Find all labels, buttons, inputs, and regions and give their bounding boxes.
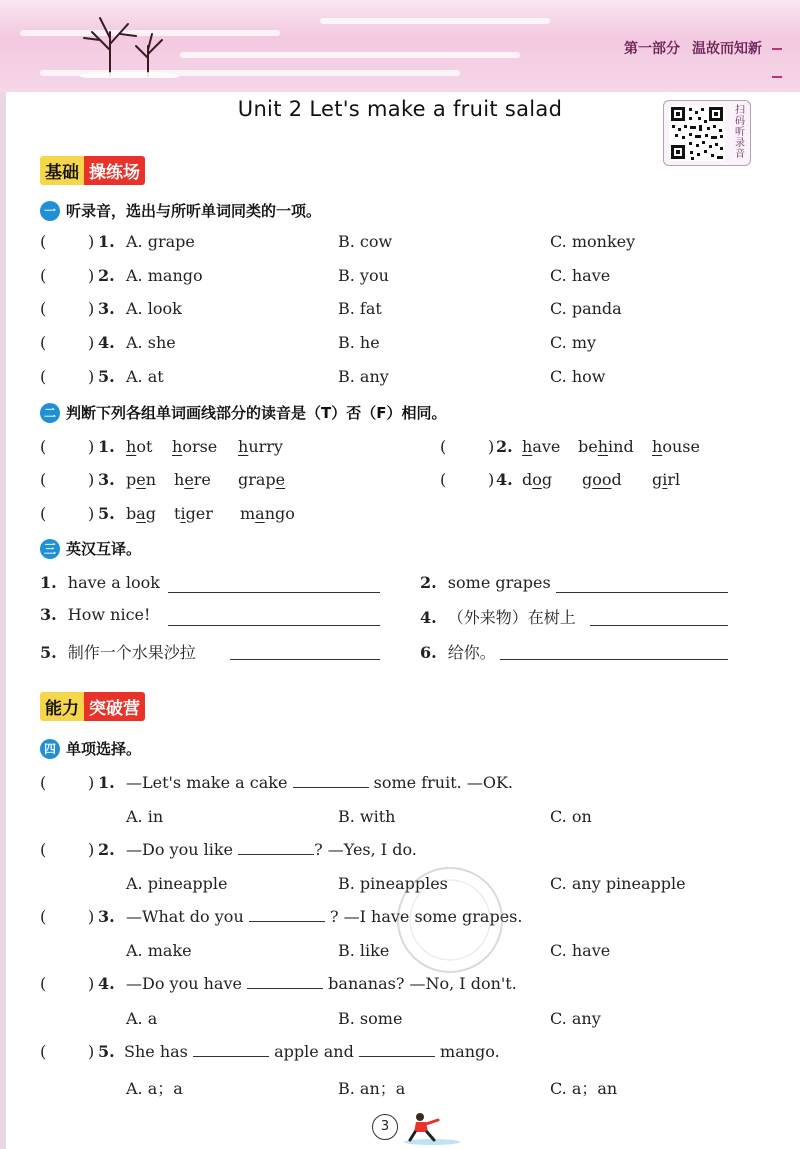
q4-instruction: 单项选择。 [66,740,142,758]
q1-item-1-option-b: B. cow [338,232,393,251]
part-title: 温故而知新 [692,41,762,57]
q1-item-5-number: 5. [98,367,115,386]
q4-item-3-option-a: A. make [126,941,192,960]
unit-title: Unit 2 Let's make a fruit salad [237,97,563,121]
watermark-seal [390,860,510,980]
q2-item-2-word-1: have [522,437,561,456]
page-edge [0,0,6,1149]
q2-item-2-number: 2. [496,437,513,456]
q4-item-1-stem: —Let's make a cake some fruit. —OK. [126,773,513,792]
q1-item-1-option-c: C. monkey [550,232,636,251]
q2-item-1-word-1: hot [126,437,153,456]
q3-item-2 [420,573,551,592]
q2-item-3-word-1: pen [126,470,157,489]
q2-item-3-word-3: grape [238,470,286,489]
q3-item-4-text: （外来物）在树上 [447,608,576,627]
q1-heading [40,200,321,221]
q1-item-2-option-b: B. you [338,266,389,285]
q4-item-2-stem: —Do you like ? —Yes, I do. [126,840,417,859]
q1-item-2-option-c: C. have [550,266,611,285]
q2-item-5-word-1: bag [126,504,157,523]
q4-item-5-blank-2[interactable] [359,1056,435,1057]
q3-item-3-answer-line[interactable] [168,625,380,626]
q4-item-4-option-c: C. any [550,1009,601,1028]
q4-item-1-blank[interactable] [293,787,369,788]
q2-heading [40,402,446,423]
q3-item-5-number: 5. [40,643,57,662]
q4-item-2-option-c: C. any pineapple [550,874,686,893]
q4-item-3-stem: —What do you ? —I have some grapes. [126,907,523,926]
q4-item-4-option-b: B. some [338,1009,403,1028]
q4-item-3-blank[interactable] [249,921,325,922]
q4-item-4-option-a: A. a [126,1009,158,1028]
q4-item-2-blank[interactable] [238,854,314,855]
q4-item-3-option-c: C. have [550,941,611,960]
q4-item-3-number: 3. [98,907,115,926]
q4-item-1-option-b: B. with [338,807,396,826]
q2-item-4-word-2: good [582,470,622,489]
q1-item-5-option-c: C. how [550,367,606,386]
q2-instruction: 判断下列各组单词画线部分的读音是（T）否（F）相同。 [66,404,447,422]
q3-item-2-text: some grapes [447,573,551,592]
q3-item-3 [40,605,150,624]
q2-item-1-number: 1. [98,437,115,456]
q3-item-4-number: 4. [420,608,437,627]
q3-item-5-text: 制作一个水果沙拉 [67,643,196,662]
q1-item-5-option-a: A. at [126,367,164,386]
qr-code-icon [669,105,725,161]
q4-item-5-option-b: B. an；a [338,1079,406,1098]
part-label [624,38,762,58]
q2-item-5-word-3: mango [240,504,295,523]
section-ability-label-a: 能力 [40,692,84,721]
section-basic-label-b: 操练场 [84,156,145,185]
q4-item-2-option-a: A. pineapple [126,874,228,893]
q2-item-1-word-2: horse [172,437,218,456]
header-tick [772,48,782,78]
qr-code-box[interactable] [663,100,751,166]
q3-item-2-answer-line[interactable] [556,592,728,593]
q3-number-icon: 三 [40,539,60,559]
page-number-area [372,1110,462,1146]
q2-item-5-word-2: tiger [174,504,213,523]
q4-item-4-number: 4. [98,974,115,993]
q2-item-2-word-3: house [652,437,700,456]
trees-illustration [70,10,180,78]
q1-item-2-number: 2. [98,266,115,285]
section-ability-badge [40,692,145,721]
q2-item-5-number: 5. [98,504,115,523]
q1-item-4-option-a: A. she [126,333,176,352]
q1-instruction: 听录音，选出与所听单词同类的一项。 [66,202,322,220]
q4-item-4-stem: —Do you have bananas? —No, I don't. [126,974,517,993]
q3-item-6 [420,640,496,663]
section-basic-label-a: 基础 [40,156,84,185]
q2-item-1-word-3: hurry [238,437,283,456]
q4-item-1-number: 1. [98,773,115,792]
q3-item-6-number: 6. [420,643,437,662]
section-basic-badge [40,156,145,185]
q1-item-3-option-a: A. look [126,299,182,318]
q2-item-3-number: 3. [98,470,115,489]
q1-item-4-option-c: C. my [550,333,597,352]
q1-item-1-number: 1. [98,232,115,251]
q1-item-3-number: 3. [98,299,115,318]
q4-item-5-number: 5. [98,1042,115,1061]
q1-number-icon: 一 [40,201,60,221]
q1-item-1-option-a: A. grape [126,232,195,251]
q4-item-5-blank-1[interactable] [193,1056,269,1057]
q2-item-2-word-2: behind [578,437,634,456]
q3-item-1 [40,573,160,592]
q3-item-4 [420,605,576,628]
header-band [0,0,800,92]
q3-item-4-answer-line[interactable] [590,625,728,626]
q3-item-1-text: have a look [67,573,160,592]
q3-item-6-text: 给你。 [447,643,496,662]
q1-item-4-number: 4. [98,333,115,352]
q4-item-5-option-a: A. a；a [126,1079,183,1098]
q2-number-icon: 二 [40,403,60,423]
q4-heading [40,738,141,759]
q2-item-3-word-2: here [174,470,211,489]
q4-item-5-stem: She has apple and mango. [124,1042,500,1061]
q1-item-2-option-a: A. mango [126,266,203,285]
q4-item-5-option-c: C. a；an [550,1079,618,1098]
q4-item-2-number: 2. [98,840,115,859]
q3-item-5 [40,640,196,663]
q1-item-5-option-b: B. any [338,367,389,386]
qr-side-text: 扫码听录音 [735,105,745,160]
q2-item-4-word-3: girl [652,470,681,489]
section-ability-label-b: 突破营 [84,692,145,721]
q4-item-1-option-c: C. on [550,807,592,826]
q3-item-5-answer-line[interactable] [230,659,380,660]
q1-item-4-option-b: B. he [338,333,380,352]
q1-item-3-option-c: C. panda [550,299,622,318]
q3-item-1-number: 1. [40,573,57,592]
q3-item-6-answer-line[interactable] [500,659,728,660]
q4-item-3-option-b: B. like [338,941,390,960]
skater-icon [398,1110,460,1146]
q3-heading [40,538,141,559]
q4-number-icon: 四 [40,739,60,759]
q3-instruction: 英汉互译。 [66,540,142,558]
q3-item-3-text: How nice! [67,605,151,624]
q4-item-2-option-b: B. pineapples [338,874,448,893]
q3-item-1-answer-line[interactable] [168,592,380,593]
page-number: 3 [372,1114,398,1140]
q2-item-4-number: 4. [496,470,513,489]
q3-item-3-number: 3. [40,605,57,624]
part-number: 第一部分 [624,41,680,57]
q2-item-4-word-1: dog [522,470,553,489]
q4-item-1-option-a: A. in [126,807,164,826]
q4-item-4-blank[interactable] [247,988,323,989]
q1-item-3-option-b: B. fat [338,299,382,318]
q3-item-2-number: 2. [420,573,437,592]
